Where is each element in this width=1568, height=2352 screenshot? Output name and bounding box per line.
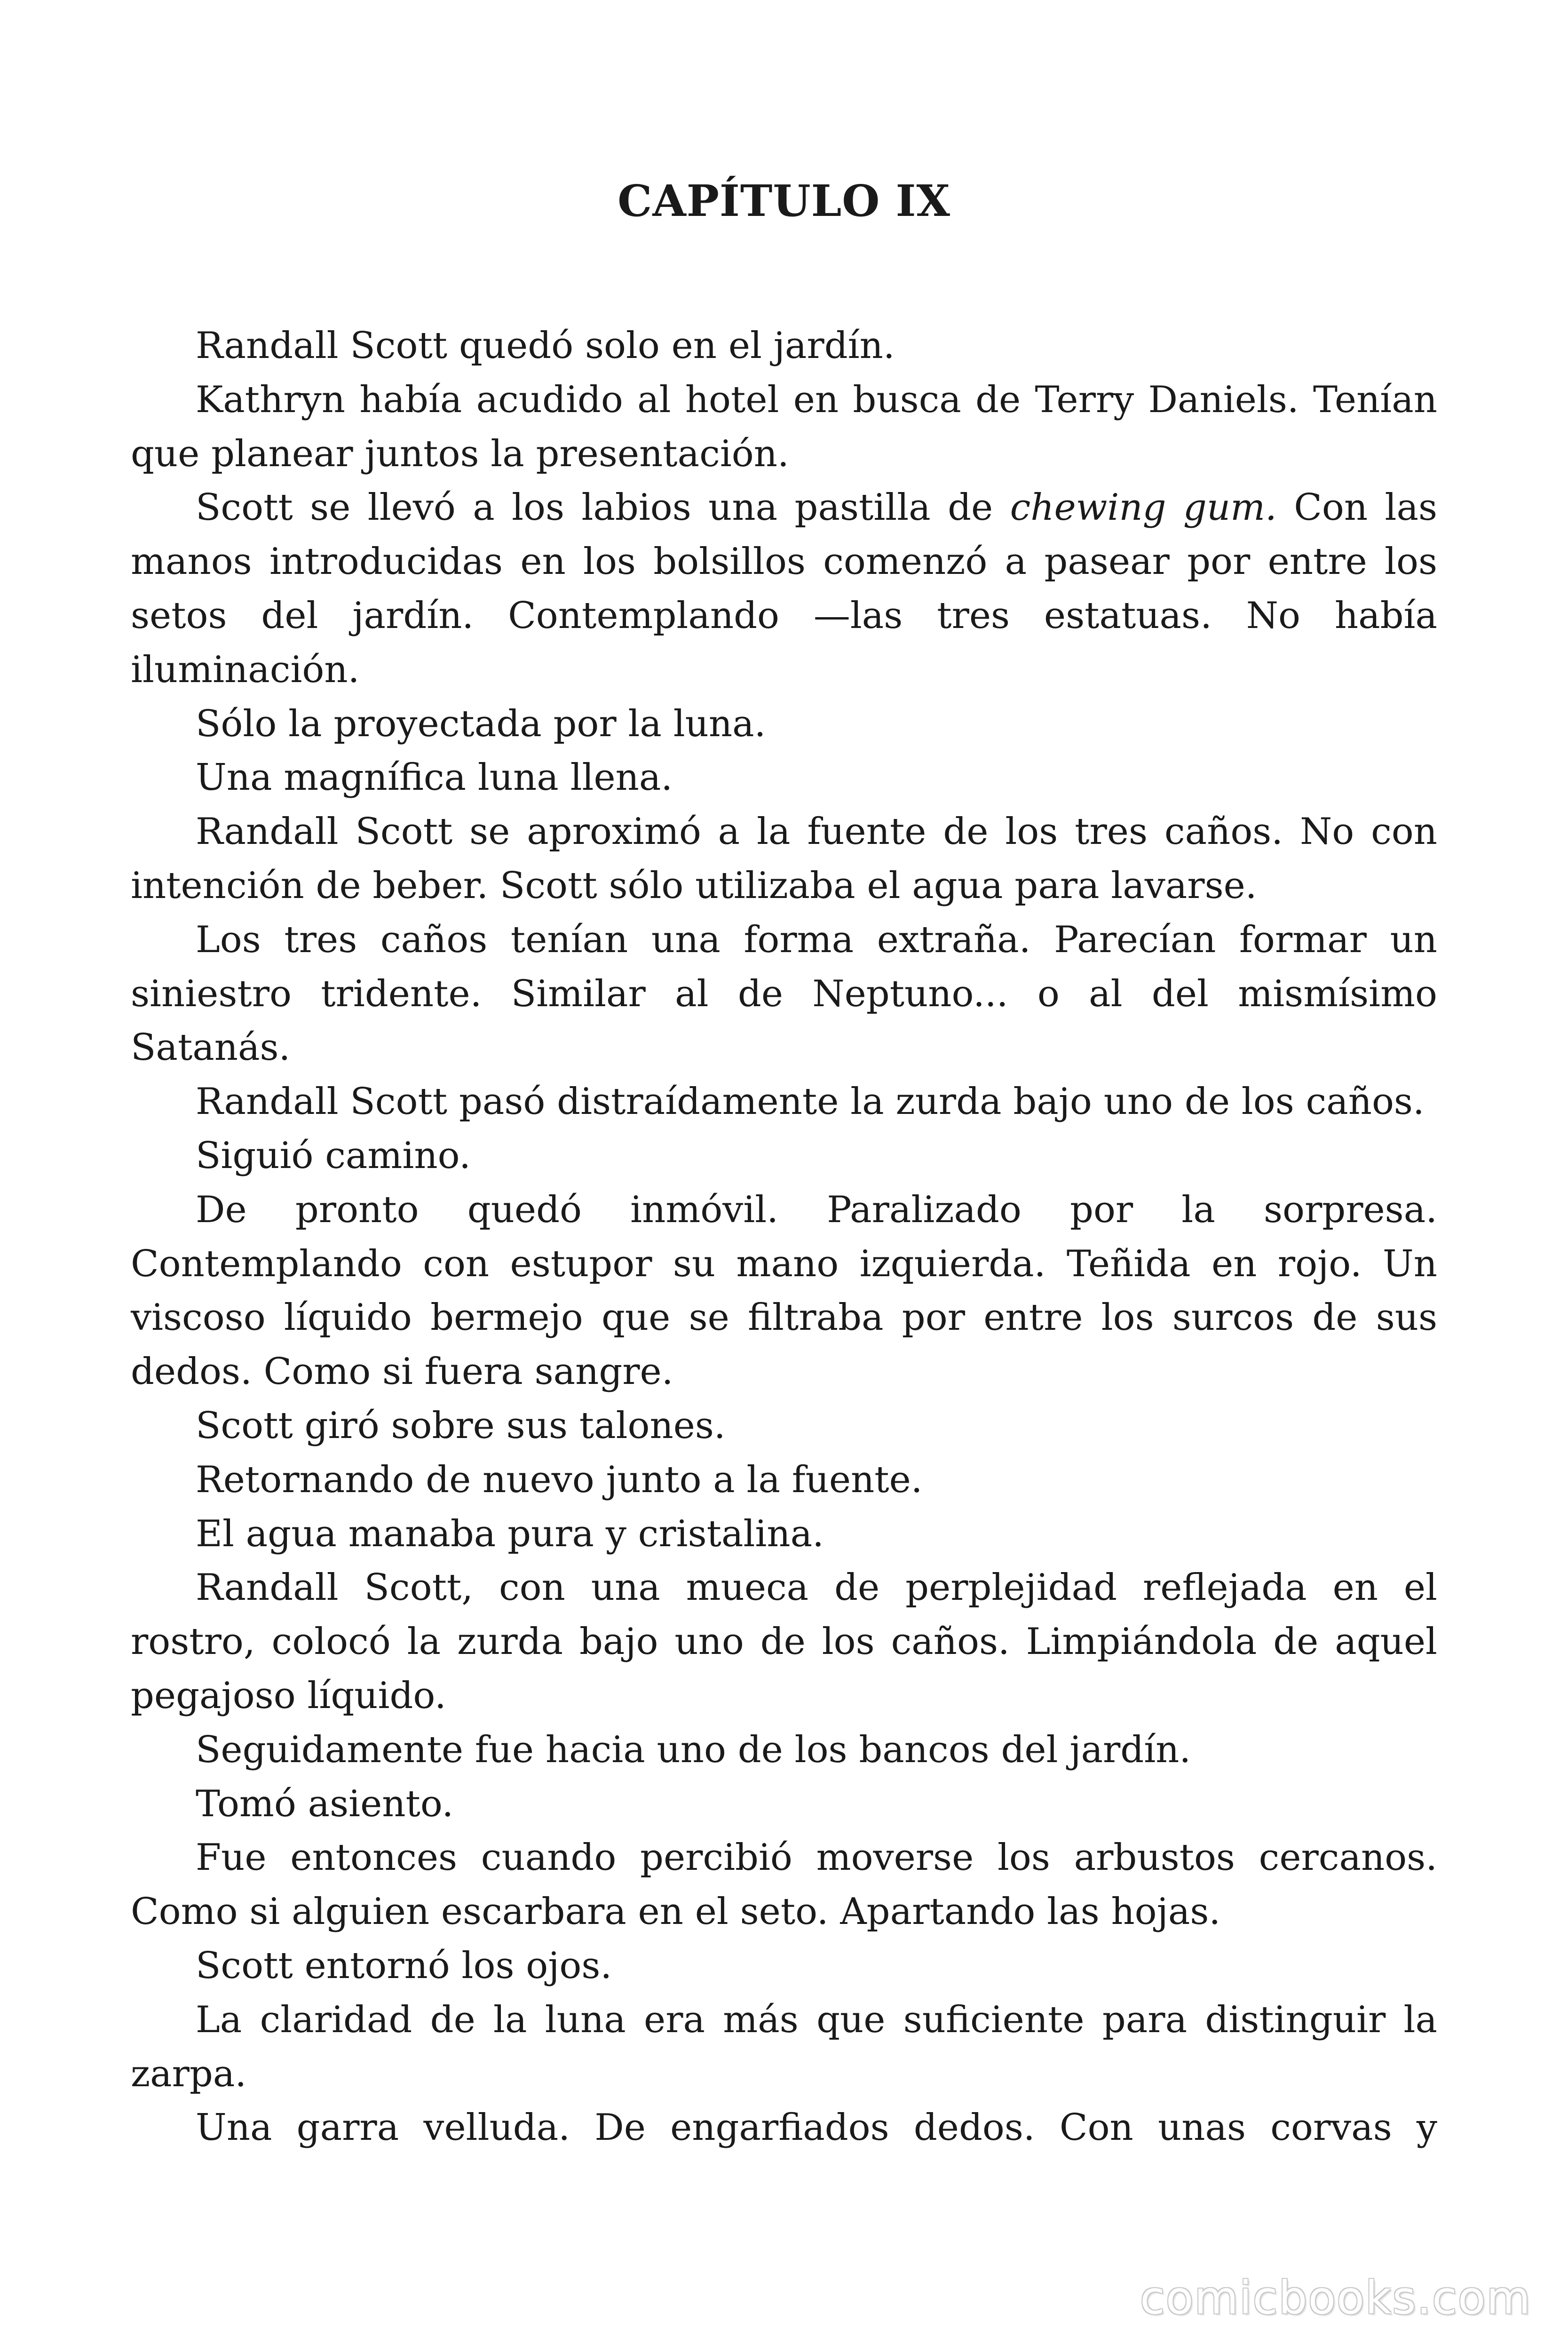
- paragraph-text: Una magnífica luna llena.: [196, 756, 673, 799]
- paragraph-text: Kathryn había acudido al hotel en busca de Terry Daniels. Tenían que planear juntos la presentación.: [131, 378, 1437, 475]
- chapter-body: [131, 319, 1437, 2155]
- paragraph-text: El agua manaba pura y cristalina.: [196, 1512, 824, 1555]
- paragraph-12: [131, 1453, 1437, 1507]
- paragraph-4: [131, 697, 1437, 751]
- paragraph-text: Randall Scott, con una mueca de perplejidad reflejada en el rostro, colocó la zurda bajo uno de los caños. Limpiándola de aquel pegajoso líquido.: [131, 1566, 1437, 1717]
- paragraph-8: [131, 1075, 1437, 1129]
- paragraph-16: [131, 1777, 1437, 1831]
- paragraph-13: [131, 1507, 1437, 1561]
- paragraph-15: [131, 1723, 1437, 1777]
- paragraph-20: [131, 2101, 1437, 2155]
- paragraph-text: Seguidamente fue hacia uno de los bancos del jardín.: [196, 1728, 1191, 1771]
- paragraph-text: Una garra velluda. De engarfiados dedos. Con unas corvas y: [196, 2106, 1437, 2149]
- paragraph-17: [131, 1831, 1437, 1939]
- paragraph-11: [131, 1399, 1437, 1453]
- paragraph-text-before: Scott se llevó a los labios una pastilla de: [196, 486, 1010, 529]
- paragraph-text: Fue entonces cuando percibió moverse los arbustos cercanos. Como si alguien escarbara en el seto. Apartando las hojas.: [131, 1836, 1437, 1933]
- chapter-title: CAPÍTULO IX: [618, 175, 950, 226]
- paragraph-10: [131, 1183, 1437, 1399]
- paragraph-text: Los tres caños tenían una forma extraña. Parecían formar un siniestro tridente. Similar al de Neptuno... o al del mismísimo Satanás.: [131, 918, 1437, 1069]
- paragraph-text: Scott entornó los ojos.: [196, 1944, 612, 1987]
- paragraph-text: Siguió camino.: [196, 1134, 471, 1177]
- paragraph-7: [131, 913, 1437, 1075]
- paragraph-18: [131, 1939, 1437, 1993]
- paragraph-text: Randall Scott pasó distraídamente la zurda bajo uno de los caños.: [196, 1081, 1425, 1123]
- paragraph-6: [131, 805, 1437, 913]
- paragraph-9: [131, 1129, 1437, 1183]
- paragraph-19: [131, 1993, 1437, 2101]
- paragraph-text-after: Con las manos introducidas en los bolsillos comenzó a pasear por entre los setos del jardín. Contemplando —las tres estatuas. No había iluminación.: [131, 486, 1437, 691]
- paragraph-1: [131, 319, 1437, 373]
- paragraph-text: Retornando de nuevo junto a la fuente.: [196, 1458, 923, 1501]
- paragraph-text: Tomó asiento.: [196, 1782, 454, 1825]
- paragraph-14: [131, 1561, 1437, 1723]
- paragraph-text: Sólo la proyectada por la luna.: [196, 702, 766, 745]
- book-page: [131, 0, 1437, 2352]
- italic-phrase: chewing gum.: [1010, 486, 1277, 529]
- paragraph-text: De pronto quedó inmóvil. Paralizado por la sorpresa. Contemplando con estupor su mano izquierda. Teñida en rojo. Un viscoso líquido bermejo que se filtraba por entre los surcos de sus dedos. Como si fuera sangre.: [131, 1188, 1437, 1393]
- paragraph-5: [131, 751, 1437, 805]
- paragraph-2: [131, 373, 1437, 481]
- paragraph-text: Scott giró sobre sus talones.: [196, 1404, 726, 1447]
- paragraph-3: [131, 481, 1437, 697]
- paragraph-text: Randall Scott quedó solo en el jardín.: [196, 325, 895, 367]
- watermark-logo: comicbooks.com: [1140, 2272, 1531, 2324]
- paragraph-text: Randall Scott se aproximó a la fuente de los tres caños. No con intención de beber. Scott sólo utilizaba el agua para lavarse.: [131, 810, 1437, 907]
- paragraph-text: La claridad de la luna era más que suficiente para distinguir la zarpa.: [131, 1998, 1437, 2095]
